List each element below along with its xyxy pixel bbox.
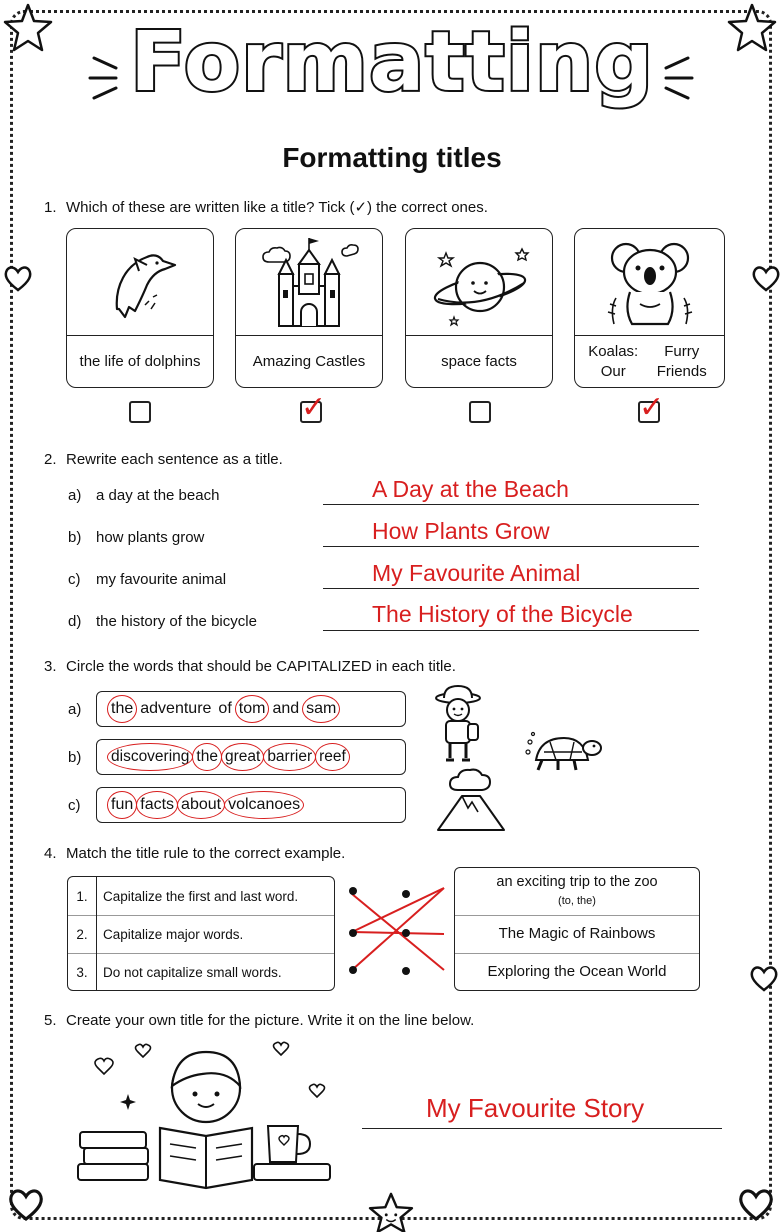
page-subtitle: Formatting titles (282, 142, 502, 173)
sentence-text: my favourite animal (96, 571, 227, 588)
answer-line (323, 588, 699, 589)
question-2: 2. Rewrite each sentence as a title. (44, 451, 283, 468)
choice-card-3 (405, 228, 553, 388)
match-dot[interactable] (349, 929, 357, 937)
title-box-a (96, 691, 406, 727)
rules-table (67, 876, 335, 991)
rule-row: 3. Do not capitalize small words. (68, 953, 334, 991)
heart-icon (748, 962, 780, 994)
circled-word[interactable]: tom (238, 700, 266, 717)
choice-caption: space facts (441, 352, 517, 370)
banner-title: Formatting (130, 15, 654, 110)
heart-icon (2, 262, 34, 294)
answer-line (362, 1128, 722, 1129)
choice-caption: the life of dolphins (79, 352, 201, 370)
heart-icon (6, 1184, 46, 1224)
rule-row: 1. Capitalize the first and last word. (68, 877, 334, 915)
checkbox-3[interactable] (469, 401, 491, 423)
planet-icon (424, 237, 534, 327)
match-dot[interactable] (402, 967, 410, 975)
circled-word[interactable]: reef (319, 748, 346, 765)
choice-card-4 (574, 228, 725, 388)
rewrite-answer[interactable]: The History of the Bicycle (372, 601, 633, 627)
reading-child-icon (76, 1040, 346, 1190)
own-title-answer[interactable]: My Favourite Story (426, 1093, 645, 1123)
circled-word[interactable]: volcanoes (228, 796, 301, 813)
item-letter: b) (68, 749, 82, 766)
example-item: Exploring the Ocean World (487, 963, 667, 980)
explorer-icon (430, 684, 486, 764)
question-3: 3. Circle the words that should be CAPITALIZED in each title. (44, 658, 456, 675)
sentence-text: how plants grow (96, 529, 205, 546)
title-box-c (96, 787, 406, 823)
castle-icon (249, 234, 369, 330)
checkbox-2[interactable] (300, 390, 327, 425)
item-letter: c) (68, 797, 81, 814)
item-letter: b) (68, 529, 82, 546)
sentence-text: a day at the beach (96, 487, 220, 504)
circled-word[interactable]: the (111, 700, 134, 717)
example-item: an exciting trip to the zoo (496, 874, 658, 890)
title-box-b (96, 739, 406, 775)
circled-word[interactable]: about (181, 796, 222, 813)
circled-word[interactable]: the (196, 748, 218, 765)
examples-table (454, 867, 700, 991)
match-dot[interactable] (349, 966, 357, 974)
example-item: The Magic of Rainbows (498, 925, 656, 942)
circled-word[interactable]: fun (111, 796, 134, 813)
question-1: 1. Which of these are written like a title? Tick (✓) the correct ones. (44, 199, 488, 216)
rule-row: 2. Capitalize major words. (68, 915, 334, 953)
answer-line (323, 630, 699, 631)
circled-word[interactable]: discovering (111, 748, 190, 765)
smiling-star-icon (366, 1192, 416, 1232)
rewrite-answer[interactable]: How Plants Grow (372, 518, 550, 544)
rewrite-answer[interactable]: A Day at the Beach (372, 476, 569, 502)
word[interactable]: of (218, 700, 232, 717)
example-note: (to, the) (558, 895, 596, 907)
question-4: 4. Match the title rule to the correct example. (44, 845, 346, 862)
item-letter: c) (68, 571, 81, 588)
circled-word[interactable]: great (224, 748, 261, 765)
answer-line (323, 504, 699, 505)
checkbox-4[interactable] (638, 390, 665, 425)
match-dot[interactable] (349, 887, 357, 895)
volcano-icon (434, 768, 508, 834)
choice-caption: Koalas: Our Furry Friends (588, 342, 707, 380)
word[interactable]: and (272, 700, 300, 717)
turtle-icon (524, 730, 604, 780)
choice-card-1 (66, 228, 214, 388)
circled-word[interactable]: facts (140, 796, 175, 813)
question-5: 5. Create your own title for the picture. Write it on the line below. (44, 1012, 475, 1029)
dolphin-icon (95, 237, 185, 327)
match-dot[interactable] (402, 890, 410, 898)
circled-word[interactable]: sam (306, 700, 337, 717)
choice-card-2 (235, 228, 383, 388)
choice-caption: Amazing Castles (252, 352, 366, 370)
word[interactable]: adventure (140, 700, 212, 717)
rewrite-answer[interactable]: My Favourite Animal (372, 560, 581, 586)
sentence-text: the history of the bicycle (96, 613, 257, 630)
answer-line (323, 546, 699, 547)
checkmark-icon: ✓ (301, 390, 327, 425)
koala-icon (600, 234, 700, 330)
heart-icon (736, 1184, 776, 1224)
checkmark-icon: ✓ (639, 390, 665, 425)
match-dot[interactable] (402, 929, 410, 937)
checkbox-1[interactable] (129, 401, 151, 423)
circled-word[interactable]: barrier (267, 748, 313, 765)
item-letter: d) (68, 613, 82, 630)
item-letter: a) (68, 487, 82, 504)
heart-icon (750, 262, 782, 294)
item-letter: a) (68, 701, 82, 718)
